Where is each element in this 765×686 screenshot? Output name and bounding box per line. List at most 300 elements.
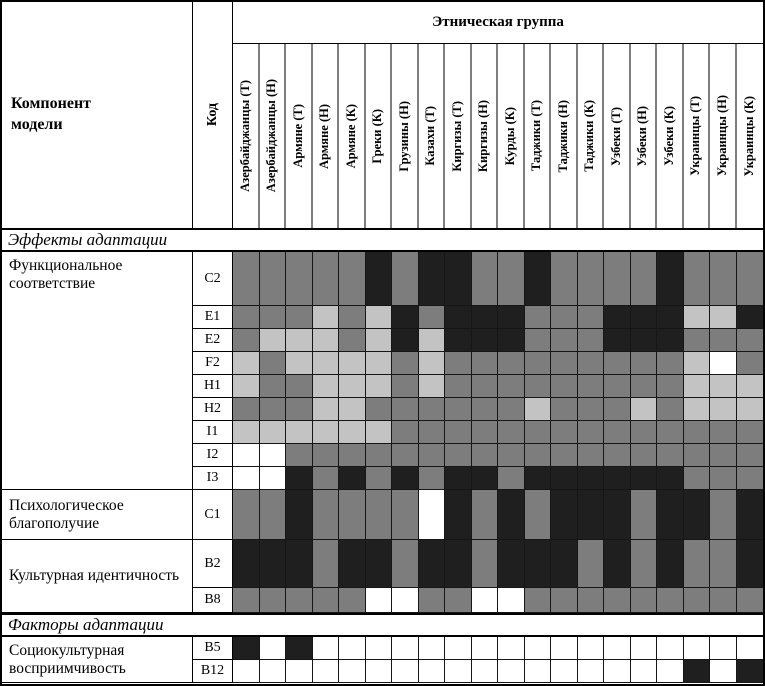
section-title: Факторы адаптации (2, 613, 763, 637)
heatmap-cell (684, 252, 711, 306)
heatmap-cell (684, 375, 711, 398)
heatmap-cell (392, 637, 419, 660)
heatmap-cell (339, 588, 366, 613)
heatmap-cell (313, 490, 340, 540)
heatmap-cell (710, 252, 737, 306)
row-code: B8 (193, 588, 233, 613)
column-header (498, 44, 525, 228)
column-header-label: Армяне (Т) (290, 104, 305, 168)
column-header (657, 44, 684, 228)
ethnic-group-header (233, 2, 763, 44)
heatmap-cell (657, 444, 684, 467)
heatmap-cell (313, 352, 340, 375)
heatmap-cell (551, 329, 578, 352)
heatmap-cell (578, 467, 605, 490)
heatmap-cell (525, 398, 552, 421)
heatmap-cell (604, 660, 631, 683)
heatmap-cell (710, 490, 737, 540)
heatmap-cell (313, 444, 340, 467)
heatmap-cell (604, 540, 631, 588)
column-header (419, 44, 446, 228)
heatmap-cell (710, 444, 737, 467)
heatmap-cell (551, 637, 578, 660)
heatmap-cell (710, 467, 737, 490)
heatmap-cell (233, 660, 260, 683)
heatmap-cell (710, 398, 737, 421)
heatmap-cell (710, 329, 737, 352)
heatmap-cell (737, 444, 764, 467)
heatmap-cell (392, 660, 419, 683)
heatmap-cell (286, 588, 313, 613)
heatmap-cell (419, 398, 446, 421)
heatmap-cell (604, 490, 631, 540)
heatmap-cell (339, 252, 366, 306)
row-code: C2 (193, 252, 233, 306)
heatmap-cell (737, 306, 764, 329)
heatmap-cell (578, 252, 605, 306)
heatmap-cell (657, 637, 684, 660)
heatmap-cell (631, 540, 658, 588)
component-label-text: Функциональное соответствие (9, 257, 123, 292)
heatmap-cell (525, 467, 552, 490)
heatmap-cell (604, 352, 631, 375)
column-header-label: Таджики (К) (582, 100, 597, 172)
column-header (604, 44, 631, 228)
heatmap-cell (339, 637, 366, 660)
heatmap-cell (525, 306, 552, 329)
heatmap-cell (260, 329, 287, 352)
heatmap-cell (419, 306, 446, 329)
heatmap-cell (737, 398, 764, 421)
column-header (366, 44, 393, 228)
heatmap-cell (498, 421, 525, 444)
heatmap-cell (313, 375, 340, 398)
component-label (2, 540, 193, 613)
component-label (2, 490, 193, 540)
heatmap-cell (604, 467, 631, 490)
heatmap-cell (604, 306, 631, 329)
heatmap-cell (737, 375, 764, 398)
heatmap-cell (366, 540, 393, 588)
heatmap-cell (392, 306, 419, 329)
heatmap-cell (339, 660, 366, 683)
heatmap-cell (419, 421, 446, 444)
heatmap-cell (525, 352, 552, 375)
heatmap-cell (551, 352, 578, 375)
heatmap-cell (498, 660, 525, 683)
heatmap-cell (392, 375, 419, 398)
column-header (339, 44, 366, 228)
heatmap-cell (286, 444, 313, 467)
column-header-label: Узбеки (Н) (635, 105, 650, 167)
heatmap-cell (366, 444, 393, 467)
heatmap-cell (631, 444, 658, 467)
heatmap-cell (684, 660, 711, 683)
heatmap-cell (286, 398, 313, 421)
heatmap-cell (286, 467, 313, 490)
heatmap-cell (260, 375, 287, 398)
heatmap-cell (498, 467, 525, 490)
ethnic-group-header-label: Этническая группа (432, 14, 564, 30)
heatmap-cell (578, 306, 605, 329)
heatmap-cell (578, 444, 605, 467)
heatmap-cell (631, 352, 658, 375)
heatmap-cell (684, 352, 711, 375)
heatmap-cell (710, 421, 737, 444)
heatmap-cell (445, 660, 472, 683)
heatmap-cell (339, 306, 366, 329)
heatmap-cell (233, 352, 260, 375)
heatmap-cell (551, 252, 578, 306)
heatmap-cell (657, 490, 684, 540)
heatmap-cell (260, 306, 287, 329)
code-column-header-label: Код (204, 103, 220, 127)
column-header (631, 44, 658, 228)
heatmap-cell (419, 444, 446, 467)
corner-header-label: Компонент модели (11, 95, 92, 133)
heatmap-cell (604, 637, 631, 660)
heatmap-cell (445, 306, 472, 329)
heatmap-cell (233, 490, 260, 540)
column-header (233, 44, 260, 228)
heatmap-cell (551, 588, 578, 613)
heatmap-cell (631, 252, 658, 306)
heatmap-cell (578, 540, 605, 588)
heatmap-cell (684, 490, 711, 540)
heatmap-cell (631, 467, 658, 490)
heatmap-cell (551, 490, 578, 540)
column-header-label: Узбеки (К) (661, 106, 676, 166)
heatmap-cell (498, 398, 525, 421)
heatmap-cell (286, 637, 313, 660)
heatmap-cell (604, 375, 631, 398)
heatmap-cell (419, 352, 446, 375)
heatmap-cell (657, 352, 684, 375)
component-label (2, 637, 193, 683)
heatmap-cell (657, 398, 684, 421)
heatmap-cell (233, 467, 260, 490)
heatmap-cell (684, 444, 711, 467)
heatmap-cell (551, 375, 578, 398)
heatmap-cell (631, 398, 658, 421)
heatmap-cell (419, 490, 446, 540)
component-label-text: Психологическое благополучие (9, 496, 124, 532)
column-header-label: Грузины (Н) (396, 100, 411, 172)
heatmap-cell (313, 637, 340, 660)
heatmap-cell (551, 660, 578, 683)
corner-header (2, 2, 193, 228)
component-label (2, 252, 193, 490)
heatmap-cell (339, 375, 366, 398)
row-code: H2 (193, 398, 233, 421)
heatmap-cell (260, 540, 287, 588)
column-header-label: Киргизы (Н) (476, 99, 491, 173)
column-header-label: Таджики (Н) (555, 99, 570, 173)
heatmap-cell (525, 421, 552, 444)
heatmap-cell (286, 660, 313, 683)
column-header (445, 44, 472, 228)
heatmap-cell (313, 252, 340, 306)
heatmap-cell (684, 306, 711, 329)
heatmap-cell (578, 329, 605, 352)
heatmap-cell (392, 421, 419, 444)
heatmap-cell (313, 329, 340, 352)
row-code: F2 (193, 352, 233, 375)
heatmap-cell (286, 306, 313, 329)
row-code: E1 (193, 306, 233, 329)
heatmap-cell (498, 375, 525, 398)
heatmap-cell (339, 352, 366, 375)
row-code: B2 (193, 540, 233, 588)
heatmap-cell (551, 421, 578, 444)
column-header-label: Греки (К) (370, 108, 385, 164)
heatmap-cell (710, 375, 737, 398)
heatmap-cell (286, 252, 313, 306)
heatmap-cell (445, 375, 472, 398)
heatmap-cell (472, 306, 499, 329)
heatmap-cell (498, 252, 525, 306)
column-header-label: Украинцы (Т) (688, 96, 703, 176)
heatmap-cell (710, 588, 737, 613)
heatmap-cell (578, 421, 605, 444)
heatmap-cell (657, 660, 684, 683)
row-code: E2 (193, 329, 233, 352)
column-header (710, 44, 737, 228)
heatmap-cell (472, 467, 499, 490)
heatmap-cell (737, 421, 764, 444)
column-header-label: Курды (К) (502, 106, 517, 166)
column-header (525, 44, 552, 228)
section-title: Эффекты адаптации (2, 228, 763, 252)
row-code: B12 (193, 660, 233, 683)
heatmap-cell (551, 540, 578, 588)
heatmap-cell (604, 444, 631, 467)
heatmap-cell (392, 490, 419, 540)
heatmap-cell (472, 329, 499, 352)
heatmap-cell (498, 637, 525, 660)
heatmap-cell (710, 660, 737, 683)
heatmap-cell (657, 252, 684, 306)
heatmap-cell (392, 540, 419, 588)
heatmap-cell (313, 398, 340, 421)
heatmap-cell (339, 421, 366, 444)
heatmap-cell (392, 398, 419, 421)
heatmap-cell (604, 398, 631, 421)
heatmap-cell (392, 352, 419, 375)
heatmap-cell (286, 540, 313, 588)
heatmap-cell (737, 329, 764, 352)
heatmap-cell (392, 252, 419, 306)
heatmap-cell (684, 421, 711, 444)
heatmap-cell (260, 467, 287, 490)
heatmap-cell (445, 637, 472, 660)
heatmap-cell (313, 306, 340, 329)
heatmap-cell (578, 637, 605, 660)
heatmap-cell (472, 588, 499, 613)
heatmap-cell (366, 252, 393, 306)
heatmap-cell (525, 375, 552, 398)
column-header-label: Азербайджанцы (Н) (264, 79, 279, 193)
heatmap-cell (445, 421, 472, 444)
heatmap-cell (657, 375, 684, 398)
column-header (260, 44, 287, 228)
heatmap-cell (472, 352, 499, 375)
column-header-label: Армяне (К) (343, 103, 358, 169)
heatmap-cell (366, 306, 393, 329)
column-header (472, 44, 499, 228)
heatmap-cell (657, 329, 684, 352)
column-header-label: Украинцы (К) (742, 95, 757, 177)
component-label-text: Культурная идентичность (9, 567, 180, 585)
heatmap-cell (366, 352, 393, 375)
heatmap-cell (366, 421, 393, 444)
heatmap-cell (419, 588, 446, 613)
heatmap-cell (233, 588, 260, 613)
heatmap-cell (445, 329, 472, 352)
heatmap-cell (604, 252, 631, 306)
heatmap-cell (710, 306, 737, 329)
heatmap-cell (472, 375, 499, 398)
heatmap-cell (445, 490, 472, 540)
row-code: I3 (193, 467, 233, 490)
heatmap-cell (631, 588, 658, 613)
heatmap-cell (498, 540, 525, 588)
column-header-label: Армяне (Н) (317, 103, 332, 169)
heatmap-cell (472, 398, 499, 421)
heatmap-cell (710, 540, 737, 588)
heatmap-cell (551, 444, 578, 467)
column-header-label: Киргизы (Т) (449, 100, 464, 172)
heatmap-cell (233, 252, 260, 306)
heatmap-cell (419, 540, 446, 588)
heatmap-cell (684, 398, 711, 421)
column-header (313, 44, 340, 228)
heatmap-cell (260, 352, 287, 375)
heatmap-cell (445, 252, 472, 306)
heatmap-cell (578, 660, 605, 683)
column-header-label: Узбеки (Т) (608, 106, 623, 166)
heatmap-cell (366, 490, 393, 540)
heatmap-cell (339, 467, 366, 490)
heatmap-cell (233, 329, 260, 352)
heatmap-cell (525, 329, 552, 352)
heatmap-cell (313, 467, 340, 490)
heatmap-cell (313, 421, 340, 444)
heatmap-cell (286, 490, 313, 540)
heatmap-cell (737, 540, 764, 588)
heatmap-cell (737, 660, 764, 683)
row-code: I1 (193, 421, 233, 444)
heatmap-cell (710, 637, 737, 660)
heatmap-cell (472, 660, 499, 683)
heatmap-cell (604, 588, 631, 613)
heatmap-cell (684, 637, 711, 660)
heatmap-cell (260, 398, 287, 421)
heatmap-cell (233, 444, 260, 467)
heatmap-cell (260, 252, 287, 306)
heatmap-cell (525, 660, 552, 683)
column-header-label: Украинцы (Н) (714, 95, 729, 177)
heatmap-cell (233, 375, 260, 398)
heatmap-cell (710, 352, 737, 375)
row-code: B5 (193, 637, 233, 660)
heatmap-cell (366, 398, 393, 421)
heatmap-cell (233, 306, 260, 329)
heatmap-cell (525, 252, 552, 306)
column-header-label: Казахи (Т) (423, 106, 438, 166)
heatmap-cell (233, 398, 260, 421)
heatmap-cell (233, 540, 260, 588)
code-column-header (193, 2, 233, 228)
heatmap-cell (260, 660, 287, 683)
heatmap-cell (286, 421, 313, 444)
heatmap-cell (366, 637, 393, 660)
heatmap-cell (419, 637, 446, 660)
heatmap-cell (737, 588, 764, 613)
heatmap-cell (631, 421, 658, 444)
heatmap-cell (313, 660, 340, 683)
heatmap-cell (472, 444, 499, 467)
heatmap-cell (604, 421, 631, 444)
row-code: H1 (193, 375, 233, 398)
heatmap-cell (366, 660, 393, 683)
heatmap-cell (604, 329, 631, 352)
heatmap-cell (366, 329, 393, 352)
row-code: C1 (193, 490, 233, 540)
heatmap-cell (419, 375, 446, 398)
heatmap-cell (419, 660, 446, 683)
heatmap-cell (260, 637, 287, 660)
heatmap-cell (472, 421, 499, 444)
heatmap-cell (498, 352, 525, 375)
column-header (551, 44, 578, 228)
heatmap-cell (737, 637, 764, 660)
heatmap-cell (525, 490, 552, 540)
heatmap-cell (578, 375, 605, 398)
heatmap-cell (445, 588, 472, 613)
heatmap-cell (525, 588, 552, 613)
component-label-text: Социокультурная восприимчивость (9, 641, 126, 677)
heatmap-cell (392, 329, 419, 352)
heatmap-cell (657, 588, 684, 613)
column-header-label: Таджики (Т) (529, 100, 544, 172)
heatmap-cell (498, 490, 525, 540)
column-header (737, 44, 764, 228)
heatmap-cell (657, 540, 684, 588)
heatmap-cell (578, 352, 605, 375)
heatmap-cell (631, 375, 658, 398)
heatmap-cell (472, 637, 499, 660)
heatmap-cell (445, 352, 472, 375)
column-header-label: Азербайджанцы (Т) (237, 80, 252, 192)
heatmap-cell (419, 467, 446, 490)
column-header (286, 44, 313, 228)
heatmap-cell (578, 490, 605, 540)
heatmap-cell (525, 637, 552, 660)
heatmap-cell (392, 588, 419, 613)
row-code: I2 (193, 444, 233, 467)
heatmap-cell (657, 467, 684, 490)
heatmap-cell (631, 637, 658, 660)
heatmap-cell (339, 444, 366, 467)
heatmap-cell (260, 421, 287, 444)
heatmap-cell (657, 306, 684, 329)
heatmap-cell (313, 540, 340, 588)
heatmap-cell (684, 540, 711, 588)
heatmap-cell (419, 252, 446, 306)
heatmap-cell (498, 444, 525, 467)
heatmap-cell (472, 540, 499, 588)
